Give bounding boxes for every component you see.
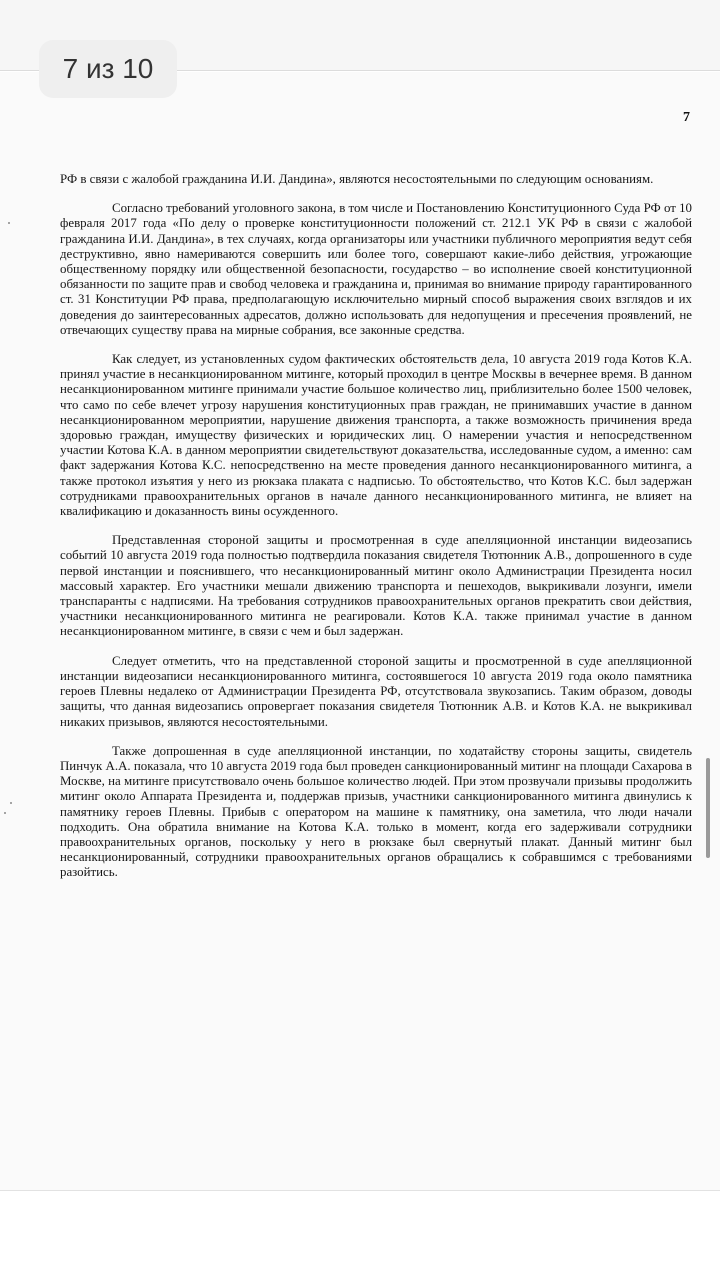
- paragraph: РФ в связи с жалобой гражданина И.И. Дандина», являются несостоятельными по следующим основаниям.: [60, 172, 654, 186]
- paragraph: Также допрошенная в суде апелляционной инстанции, по ходатайству стороны защиты, свидетель Пинчук А.А. показала, что 10 августа 2019 года был проведен санкционированный митинг на площади Сахарова в Москве, на митинге присутствовало очень большое количество людей. При этом прозвучали призывы продолжить митинг около Аппарата Президента и, поддержав призыв, участники санкционированного митинга двинулись к памятнику героев Плевны. Прибыв с оператором на машине к памятнику, она заметила, что люди начали подходить. Она обратила внимание на Котова К.А. только в момент, когда его задерживали сотрудники правоохранительных органов, поскольку у него в рюкзаке был свернутый плакат. Данный митинг был несанкционированный, сотрудники правоохранительных органов обращались к собравшимся с требованиями разойтись.: [60, 743, 692, 880]
- paragraph: Представленная стороной защиты и просмотренная в суде апелляционной инстанции видеозапись событий 10 августа 2019 года полностью подтвердила показания свидетеля Тютюнник А.В., допрошенного в суде первой инстанции и пояснившего, что несанкционированный митинг около Администрации Президента носил массовый характер. Его участники мешали движению транспорта и пешеходов, выкрикивали лозунги, имели транспаранты с надписями. На требования сотрудников правоохранительных органов прекратить свои действия, участники несанкционированного митинга не реагировали. Котов К.А. также принимал участие в данном несанкционированном митинге, в связи с чем и был задержан.: [60, 533, 692, 639]
- page-counter-badge: 7 из 10: [39, 40, 177, 98]
- document-body: [60, 172, 692, 895]
- paragraph: Согласно требований уголовного закона, в том числе и Постановлению Конституционного Суда РФ от 10 февраля 2017 года «По делу о проверке конституционности положений ст. 212.1 УК РФ в связи с жалобой гражданина И.И. Дандина», в тех случаях, когда организаторы или участники публичного мероприятия ведут себя деструктивно, явно намериваются совершить или более того, совершают какие-либо действия, угрожающие общественному порядку или общественной безопасности, государство – во исполнение своей конституционной обязанности по защите прав и свобод человека и гражданина и, принимая во внимание природу гарантированного ст. 31 Конституции РФ права, предполагающую исключительно мирный способ выражения своих взглядов и их доведения до заинтересованных адресатов, должно использовать для недопущения и пресечения проявлений, не отвечающих существу права на мирные собрания, все законные средства.: [60, 201, 692, 337]
- document-page-number: 7: [683, 110, 690, 125]
- scrollbar-thumb[interactable]: [706, 758, 710, 858]
- viewer-bottom-area: [0, 1190, 720, 1281]
- paragraph: Следует отметить, что на представленной стороной защиты и просмотренной в суде апелляционной инстанции видеозаписи несанкционированного митинга, состоявшегося 10 августа 2019 года около памятника героев Плевны недалеко от Администрации Президента РФ, отсутствовала звукозапись. Таким образом, доводы защиты, что данная видеозапись опровергает показания свидетеля Тютюнник А.В. и Котов К.А. не выкрикивал никаких призывов, являются несостоятельными.: [60, 653, 692, 729]
- paragraph: Как следует, из установленных судом фактических обстоятельств дела, 10 августа 2019 года Котов К.А. принял участие в несанкционированном митинге, который проходил в центре Москвы в вечернее время. В данном несанкционированном митинге принимали участие большое количество лиц, приблизительно более 1500 человек, что само по себе влечет угрозу нарушения конституционных прав граждан, не принимавших участие в данном несанкционированном мероприятии, нарушение движения транспорта, а также возможность причинения вреда здоровью граждан, имуществу физических и юридических лиц. О намерении участия и непосредственном участии Котова К.А. в данном мероприятии свидетельствуют доказательства, исследованные судом, а именно: сам факт задержания Котова К.С. непосредственно на месте проведения данного несанкционированного митинга, а также протокол изъятия у него из рюкзака плаката с надписью. То обстоятельство, что Котов К.С. был задержан сотрудниками правоохранительных органов в начале данного несанкционированного митинга, не влияет на квалификацию и доказанность вины осужденного.: [60, 352, 692, 519]
